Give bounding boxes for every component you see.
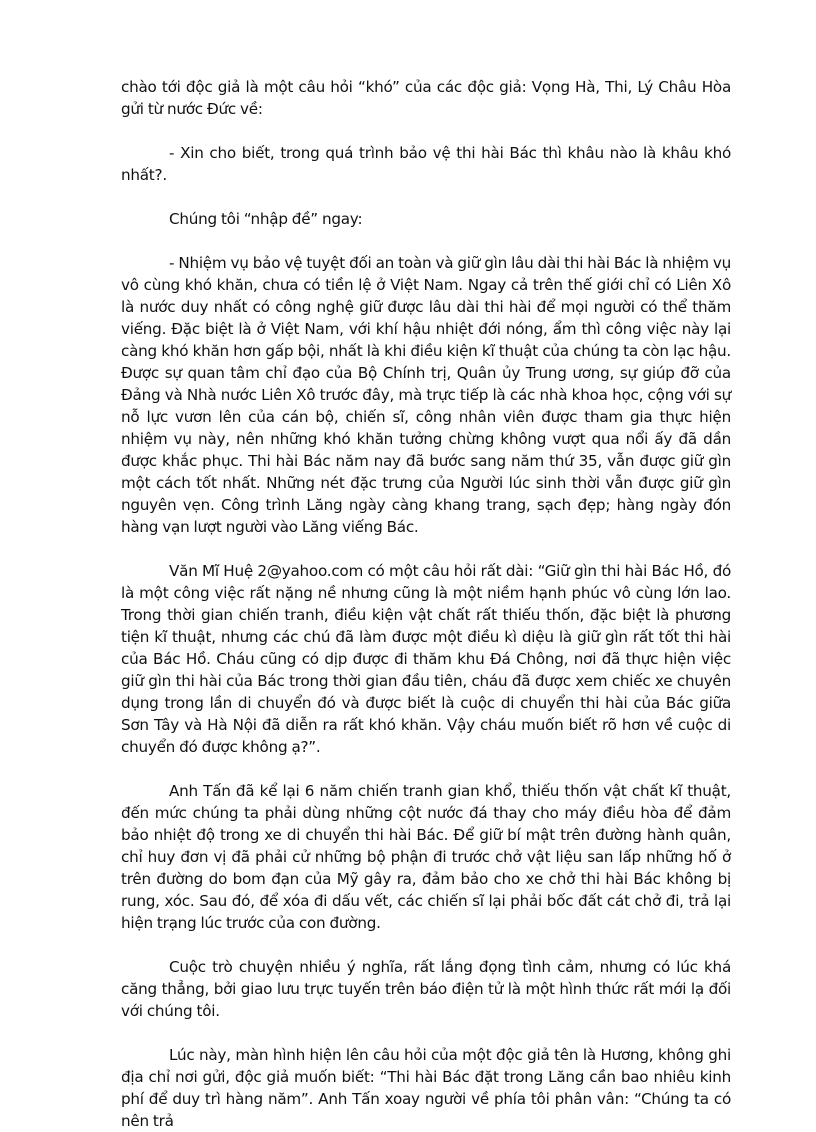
paragraph-reader-question: Văn Mĩ Huệ 2@yahoo.com có một câu hỏi rất dài: “Giữ gìn thi hài Bác Hồ, đó là một công việc rất nặng nề nhưng cũng là một niềm hạnh phúc vô cùng lớn lao. Trong thời gian chiến tranh, điều kiện vật chất rất thiếu thốn, đặc biệt là phương tiện kĩ thuật, nhưng các chú đã làm được một điều kì diệu là giữ gìn rất tốt thi hài của Bác Hồ. Cháu cũng có dịp được đi thăm khu Đá Chông, nơi đã thực hiện việc giữ gìn thi hài của Bác trong thời gian đầu tiên, cháu đã được xem chiếc xe chuyên dụng trong lần di chuyển đó và được biết là cuộc di chuyển thi hài của Bác giữa Sơn Tây và Hà Nội đã diễn ra rất khó khăn. Vậy cháu muốn biết rõ hơn về cuộc di chuyển đó được không ạ?”. <box>121 562 731 756</box>
document-page <box>121 76 731 1132</box>
paragraph-conversation: Cuộc trò chuyện nhiều ý nghĩa, rất lắng đọng tình cảm, nhưng có lúc khá căng thẳng, bởi giao lưu trực tuyến trên báo điện tử là một hình thức rất mới lạ đối với chúng tôi. <box>121 958 731 1020</box>
paragraph-answer-transport: Anh Tấn đã kể lại 6 năm chiến tranh gian khổ, thiếu thốn vật chất kĩ thuật, đến mức chúng ta phải dùng những cột nước đá thay cho máy điều hòa để đảm bảo nhiệt độ trong xe di chuyển thi hài Bác. Để giữ bí mật trên đường hành quân, chỉ huy đơn vị đã phải cử những bộ phận đi trước chở vật liệu san lấp những hố ở trên đường do bom đạn của Mỹ gây ra, đảm bảo cho xe chở thi hài Bác không bị rung, xóc. Sau đó, để xóa đi dấu vết, các chiến sĩ lại phải bốc đất cát chở đi, trả lại hiện trạng lúc trước của con đường. <box>121 782 731 932</box>
paragraph-funding-question: Lúc này, màn hình hiện lên câu hỏi của một độc giả tên là Hương, không ghi địa chỉ nơi gửi, độc giả muốn biết: “Thi hài Bác đặt trong Lăng cần bao nhiêu kinh phí để duy trì hàng năm”. Anh Tấn xoay người về phía tôi phân vân: “Chúng ta có nên trả <box>121 1046 731 1130</box>
paragraph-transition: Chúng tôi “nhập đề” ngay: <box>169 210 363 228</box>
paragraph-question-hardest-step: - Xin cho biết, trong quá trình bảo vệ thi hài Bác thì khâu nào là khâu khó nhất?. <box>121 144 731 184</box>
paragraph-answer-preservation: - Nhiệm vụ bảo vệ tuyệt đối an toàn và giữ gìn lâu dài thi hài Bác là nhiệm vụ vô cùng khó khăn, chưa có tiền lệ ở Việt Nam. Ngay cả trên thế giới chỉ có Liên Xô là nước duy nhất có công nghệ giữ được lâu dài thi hài để mọi người có thể thăm viếng. Đặc biệt là ở Việt Nam, với khí hậu nhiệt đới nóng, ẩm thì công việc này lại càng khó khăn hơn gấp bội, nhất là khi điều kiện kĩ thuật của chúng ta còn lạc hậu. Được sự quan tâm chỉ đạo của Bộ Chính trị, Quân ủy Trung ương, sự giúp đỡ của Đảng và Nhà nước Liên Xô trước đây, mà trực tiếp là các nhà khoa học, cộng với sự nỗ lực vươn lên của cán bộ, chiến sĩ, công nhân viên được tham gia thực hiện nhiệm vụ này, nên những khó khăn tưởng chừng không vượt qua nổi ấy đã dần được khắc phục. Thi hài Bác năm nay đã bước sang năm thứ 35, vẫn được giữ gìn một cách tốt nhất. Những nét đặc trưng của Người lúc sinh thời vẫn được giữ gìn nguyên vẹn. Công trình Lăng ngày càng khang trang, sạch đẹp; hàng ngày đón hàng vạn lượt người vào Lăng viếng Bác. <box>121 254 731 536</box>
paragraph-intro: chào tới độc giả là một câu hỏi “khó” của các độc giả: Vọng Hà, Thi, Lý Châu Hòa gửi từ nước Đức về: <box>121 78 731 118</box>
